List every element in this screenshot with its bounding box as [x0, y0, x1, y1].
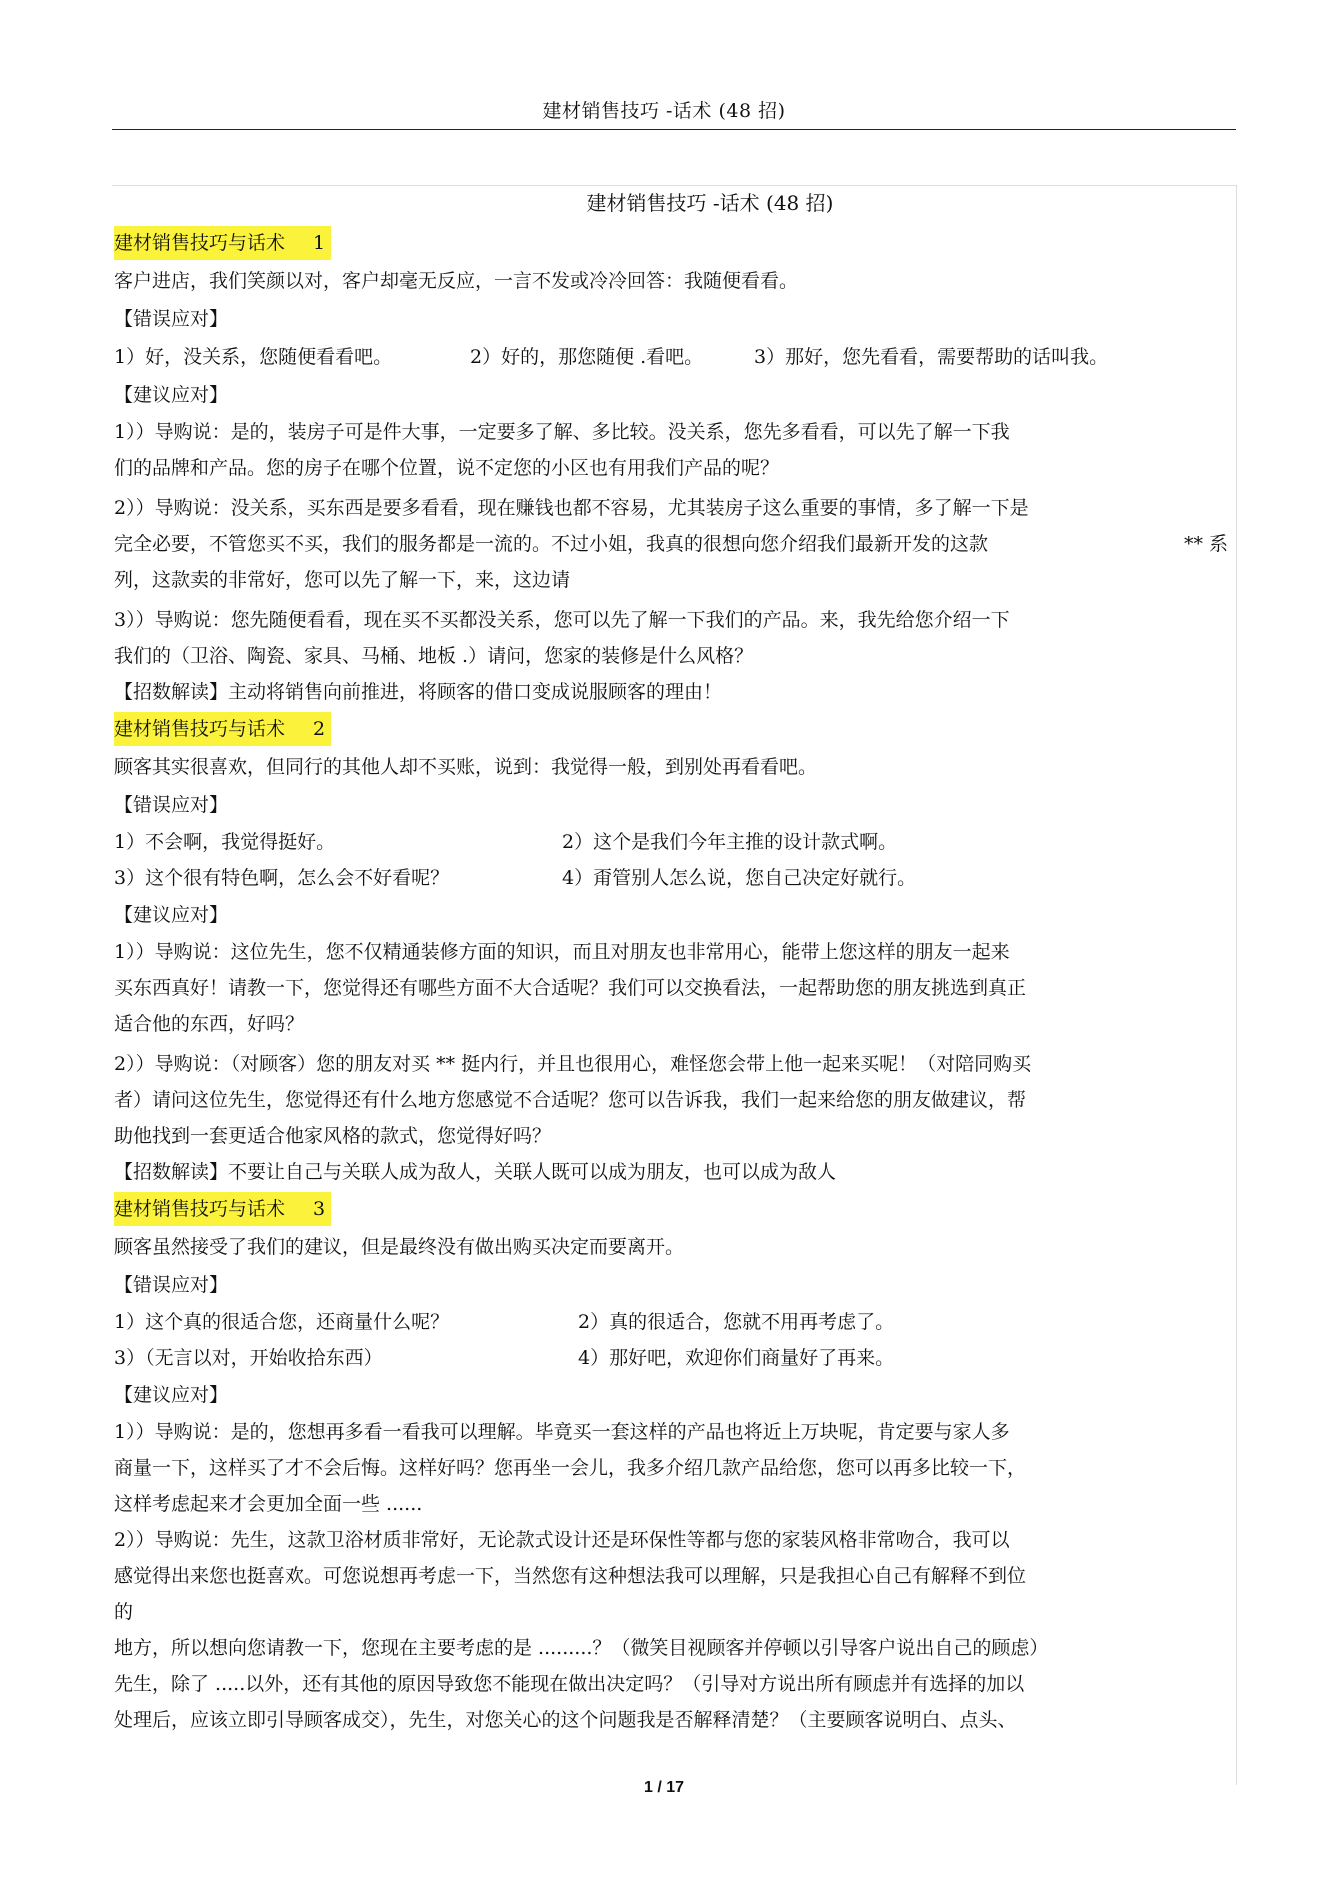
suggestion-line: 买东西真好！请教一下，您觉得还有哪些方面不大合适呢？我们可以交换看法，一起帮助您的朋友挑选到真正 [114, 977, 1027, 999]
suggest-response-label: 【建议应对】 [114, 384, 229, 406]
suggestion-line: 完全必要，不管您买不买，我们的服务都是一流的。不过小姐，我真的很想向您介绍我们最新开发的这款 ** 系 [114, 526, 1254, 562]
scenario-text: 客户进店，我们笑颜以对，客户却毫无反应，一言不发或冷冷回答：我随便看看。 [114, 270, 799, 292]
suggest-response-label: 【建议应对】 [114, 1384, 229, 1406]
wrong-response-item: 3）（无言以对，开始收拾东西） [114, 1347, 383, 1369]
suggestion-line: 地方，所以想向您请教一下，您现在主要考虑的是 .........？（微笑目视顾客并停顿以引导客户说出自己的顾虑） [114, 1637, 1049, 1659]
wrong-response-label: 【错误应对】 [114, 308, 229, 330]
suggestion-line: 处理后，应该立即引导顾客成交），先生，对您关心的这个问题我是否解释清楚？（主要顾客说明白、点头、 [114, 1709, 1017, 1731]
wrong-responses [114, 1340, 1254, 1376]
suggestion-line: 我们的（卫浴、陶瓷、家具、马桶、地板 .）请问，您家的装修是什么风格？ [114, 645, 754, 667]
insight-text: 【招数解读】主动将销售向前推进，将顾客的借口变成说服顾客的理由！ [114, 681, 723, 703]
section-number: 3 [313, 1198, 326, 1220]
series-tail: ** 系 [1184, 533, 1229, 555]
suggestion-line: 先生，除了 .....以外，还有其他的原因导致您不能现在做出决定吗？（引导对方说出所有顾虑并有选择的加以 [114, 1673, 1025, 1695]
suggestion-line: 者）请问这位先生，您觉得还有什么地方您感觉不合适呢？您可以告诉我，我们一起来给您的朋友做建议，帮 [114, 1089, 1027, 1111]
suggestion-line: 商量一下，这样买了才不会后悔。这样好吗？您再坐一会儿，我多介绍几款产品给您，您可以再多比较一下， [114, 1457, 1027, 1479]
section-1 [114, 224, 1254, 710]
wrong-response-item: 4）那好吧，欢迎你们商量好了再来。 [578, 1347, 895, 1369]
section-number: 2 [313, 718, 326, 740]
wrong-responses [114, 824, 1254, 860]
wrong-response-item: 1）这个真的很适合您，还商量什么呢？ [114, 1311, 450, 1333]
wrong-response-item: 2）真的很适合，您就不用再考虑了。 [578, 1311, 895, 1333]
suggestion-line: 们的品牌和产品。您的房子在哪个位置，说不定您的小区也有用我们产品的呢？ [114, 457, 780, 479]
suggestion-line: 1））导购说：这位先生，您不仅精通装修方面的知识，而且对朋友也非常用心，能带上您这样的朋友一起来 [114, 941, 1010, 963]
wrong-response-item: 1）不会啊，我觉得挺好。 [114, 831, 336, 853]
wrong-responses [114, 338, 1254, 376]
wrong-response-item: 3）这个很有特色啊，怎么会不好看呢？ [114, 867, 450, 889]
section-number: 1 [313, 232, 326, 254]
suggestion-line: 的 [114, 1601, 134, 1623]
wrong-response-label: 【错误应对】 [114, 794, 229, 816]
running-header: 建材销售技巧 -话术 (48 招) [542, 100, 786, 122]
wrong-responses [114, 860, 1254, 896]
section-heading: 建材销售技巧与话术 2 [114, 712, 331, 746]
section-heading: 建材销售技巧与话术 3 [114, 1192, 331, 1226]
suggestion-line: 适合他的东西，好吗？ [114, 1013, 305, 1035]
scenario-text: 顾客虽然接受了我们的建议，但是最终没有做出购买决定而要离开。 [114, 1236, 685, 1258]
suggestion-line: 2））导购说：没关系，买东西是要多看看，现在赚钱也都不容易，尤其装房子这么重要的事情，多了解一下是 [114, 497, 1029, 519]
wrong-response-item: 2）这个是我们今年主推的设计款式啊。 [562, 831, 898, 853]
suggestion-line: 感觉得出来您也挺喜欢。可您说想再考虑一下，当然您有这种想法我可以理解，只是我担心自己有解释不到位 [114, 1565, 1027, 1587]
document-title: 建材销售技巧 -话术 (48 招) [586, 191, 834, 215]
header-rule [112, 129, 1236, 130]
section-2 [114, 710, 1254, 1190]
suggestion-line: 3））导购说：您先随便看看，现在买不买都没关系，您可以先了解一下我们的产品。来，我先给您介绍一下 [114, 609, 1010, 631]
document-body [114, 186, 1254, 1738]
suggestion-line: 这样考虑起来才会更加全面一些 ...... [114, 1493, 423, 1515]
section-heading: 建材销售技巧与话术 1 [114, 226, 331, 260]
wrong-response-item: 1）好，没关系，您随便看看吧。 [114, 346, 393, 368]
wrong-response-item: 4）甭管别人怎么说，您自己决定好就行。 [562, 867, 917, 889]
insight-text: 【招数解读】不要让自己与关联人成为敌人，关联人既可以成为朋友，也可以成为敌人 [114, 1161, 837, 1183]
suggestion-line: 2））导购说：先生，这款卫浴材质非常好，无论款式设计还是环保性等都与您的家装风格非常吻合，我可以 [114, 1529, 1010, 1551]
scenario-text: 顾客其实很喜欢，但同行的其他人却不买账，说到：我觉得一般，到别处再看看吧。 [114, 756, 818, 778]
wrong-response-label: 【错误应对】 [114, 1274, 229, 1296]
suggest-response-label: 【建议应对】 [114, 904, 229, 926]
wrong-response-item: 2）好的，那您随便 .看吧。 [470, 346, 704, 368]
suggestion-line: 1））导购说：是的，装房子可是件大事，一定要多了解、多比较。没关系，您先多看看，可以先了解一下我 [114, 421, 1010, 443]
suggestion-line: 列，这款卖的非常好，您可以先了解一下，来，这边请 [114, 569, 571, 591]
suggestion-line: 2））导购说：（对顾客）您的朋友对买 ** 挺内行，并且也很用心，难怪您会带上他一起来买呢！（对陪同购买 [114, 1053, 1032, 1075]
section-3 [114, 1190, 1254, 1738]
wrong-response-item: 3）那好，您先看看，需要帮助的话叫我。 [754, 346, 1109, 368]
suggestion-line: 1））导购说：是的，您想再多看一看我可以理解。毕竟买一套这样的产品也将近上万块呢，肯定要与家人多 [114, 1421, 1010, 1443]
wrong-responses [114, 1304, 1254, 1340]
page-number: 1 / 17 [643, 1779, 685, 1796]
suggestion-line: 助他找到一套更适合他家风格的款式，您觉得好吗？ [114, 1125, 552, 1147]
